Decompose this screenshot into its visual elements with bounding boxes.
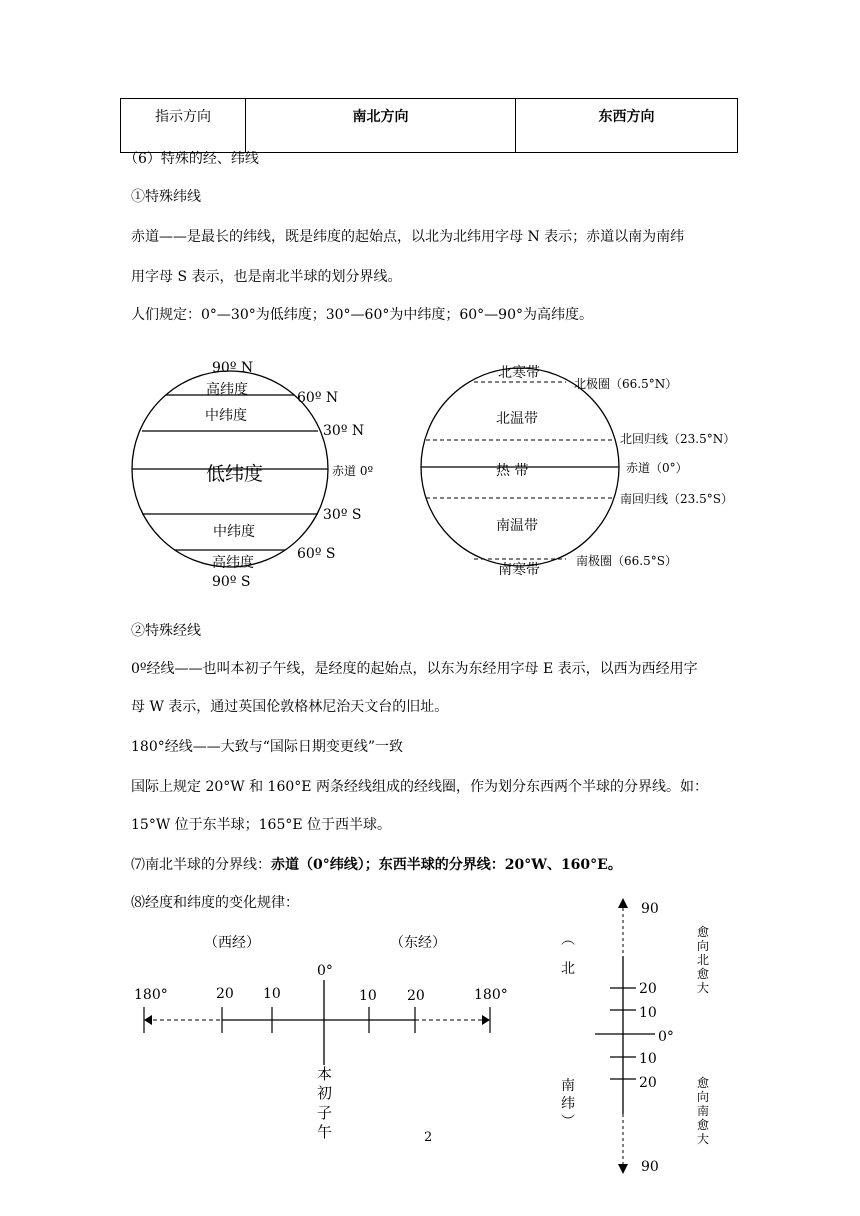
label-zero-meridian: 0° bbox=[317, 963, 333, 979]
climate-zone-globe-diagram bbox=[410, 350, 760, 595]
label-30n: 30º N bbox=[323, 423, 365, 439]
prime-char-3: 子 bbox=[317, 1104, 333, 1122]
label-top-90: 90 bbox=[641, 901, 659, 917]
label-e180: 180° bbox=[474, 987, 508, 1003]
label-w180: 180° bbox=[134, 987, 168, 1003]
north-desc-char-1: 愈 bbox=[697, 925, 710, 939]
right-arrow-icon bbox=[482, 1015, 490, 1025]
label-tropic-zone: 热 带 bbox=[496, 463, 529, 479]
label-n10: 10 bbox=[639, 1005, 657, 1021]
south-desc-char-2: 向 bbox=[697, 1090, 710, 1104]
label-lat-zero: 0° bbox=[658, 1029, 674, 1045]
south-desc-char-3: 南 bbox=[697, 1104, 710, 1118]
paragraph-equator-1: 赤道——是最长的纬线，既是纬度的起始点，以北为北纬用字母 N 表示；赤道以南为南纬 bbox=[131, 229, 685, 245]
paragraph-hemisphere-rule-2: 15°W 位于东半球；165°E 位于西半球。 bbox=[131, 817, 392, 833]
direction-table bbox=[120, 98, 738, 153]
label-e20: 20 bbox=[407, 988, 425, 1004]
paragraph-hemisphere-rule-1: 国际上规定 20°W 和 160°E 两条经线组成的经线圈，作为划分东西两个半球的分界线。如： bbox=[131, 779, 708, 795]
paragraph-prime-meridian-2: 母 W 表示，通过英国伦敦格林尼治天文台的旧址。 bbox=[131, 699, 449, 715]
paragraph-180-meridian: 180°经线——大致与“国际日期变更线”一致 bbox=[131, 739, 404, 755]
label-90n: 90º N bbox=[212, 360, 254, 376]
paragraph-equator-2: 用字母 S 表示，也是南北半球的划分界线。 bbox=[131, 269, 402, 285]
table-cell-indicate-direction: 指示方向 bbox=[121, 99, 246, 153]
latitude-axis-diagram bbox=[555, 890, 735, 1180]
label-north-frigid: 北寒带 bbox=[498, 365, 540, 381]
boundary-bold-text: 赤道（0°纬线）；东西半球的分界线：20°W、160°E。 bbox=[271, 857, 622, 873]
north-desc-char-2: 向 bbox=[697, 939, 710, 953]
label-low-lat: 低纬度 bbox=[206, 463, 264, 485]
label-west-longitude: （西经） bbox=[204, 935, 260, 951]
label-s10: 10 bbox=[639, 1051, 657, 1067]
south-desc-char-1: 愈 bbox=[697, 1076, 710, 1090]
label-30s: 30º S bbox=[323, 507, 362, 523]
paragraph-prime-meridian-1: 0º经线——也叫本初子午线，是经度的起始点，以东为东经用字母 E 表示，以西为西经用字 bbox=[131, 661, 698, 677]
label-bottom-90: 90 bbox=[641, 1159, 659, 1175]
prime-char-4: 午 bbox=[317, 1123, 333, 1141]
label-high-lat-n: 高纬度 bbox=[206, 382, 248, 398]
sub-heading-longitude: ②特殊经线 bbox=[131, 623, 201, 639]
section-8-heading: ⑻经度和纬度的变化规律： bbox=[131, 895, 299, 911]
sub-heading-latitude: ①特殊纬线 bbox=[131, 189, 201, 205]
prime-char-1: 本 bbox=[317, 1065, 333, 1083]
boundary-prefix: ⑺南北半球的分界线： bbox=[131, 857, 271, 873]
label-n20: 20 bbox=[639, 981, 657, 997]
north-desc-char-4: 愈 bbox=[697, 967, 710, 981]
label-90s: 90º S bbox=[212, 574, 251, 590]
south-desc-char-5: 大 bbox=[697, 1132, 710, 1146]
label-north-temperate: 北温带 bbox=[496, 411, 538, 427]
label-antarctic-circle: 南极圈（66.5°S） bbox=[576, 554, 677, 568]
label-s20: 20 bbox=[639, 1075, 657, 1091]
label-tropic-capricorn: 南回归线（23.5°S） bbox=[620, 492, 733, 506]
label-south-temperate: 南温带 bbox=[496, 518, 538, 534]
paragraph-hemisphere-boundaries bbox=[131, 854, 622, 874]
label-equator2: 赤道（0°） bbox=[626, 461, 688, 475]
table-cell-east-west: 东西方向 bbox=[516, 99, 738, 153]
south-label-char-2: 纬 bbox=[561, 1096, 575, 1112]
paragraph-latitude-rule: 人们规定：0°—30°为低纬度；30°—60°为中纬度；60°—90°为高纬度。 bbox=[131, 307, 593, 323]
north-desc-char-5: 大 bbox=[697, 981, 710, 995]
label-south-frigid: 南寒带 bbox=[498, 562, 540, 578]
north-label-char-2: 北 bbox=[561, 961, 575, 977]
longitude-axis-diagram bbox=[120, 925, 520, 1150]
label-mid-lat-s: 中纬度 bbox=[213, 524, 255, 540]
page-number: 2 bbox=[424, 1130, 433, 1145]
south-label-char-1: 南 bbox=[561, 1078, 575, 1094]
up-arrow-icon bbox=[618, 898, 628, 908]
label-tropic-cancer: 北回归线（23.5°N） bbox=[620, 432, 736, 446]
south-label-char-3: ︶ bbox=[561, 1114, 575, 1130]
label-arctic-circle: 北极圈（66.5°N） bbox=[574, 377, 678, 391]
north-label-char-1: ︵ bbox=[561, 932, 575, 948]
label-high-lat-s: 高纬度 bbox=[212, 555, 254, 571]
label-east-longitude: （东经） bbox=[390, 935, 446, 951]
latitude-globe-diagram bbox=[120, 350, 374, 595]
label-equator-0: 赤道 0º bbox=[332, 464, 374, 478]
label-60s: 60º S bbox=[297, 546, 336, 562]
prime-char-2: 初 bbox=[317, 1084, 333, 1102]
table-cell-north-south: 南北方向 bbox=[246, 99, 516, 153]
south-desc-char-4: 愈 bbox=[697, 1118, 710, 1132]
label-mid-lat-n: 中纬度 bbox=[205, 408, 247, 424]
label-w10: 10 bbox=[263, 986, 281, 1002]
left-arrow-icon bbox=[144, 1015, 152, 1025]
label-w20: 20 bbox=[216, 986, 234, 1002]
label-60n: 60º N bbox=[297, 390, 339, 406]
table-row bbox=[121, 99, 738, 153]
down-arrow-icon bbox=[618, 1164, 628, 1174]
north-desc-char-3: 北 bbox=[697, 953, 710, 967]
label-e10: 10 bbox=[359, 988, 377, 1004]
section-6-heading: （6）特殊的经、纬线 bbox=[124, 151, 259, 167]
